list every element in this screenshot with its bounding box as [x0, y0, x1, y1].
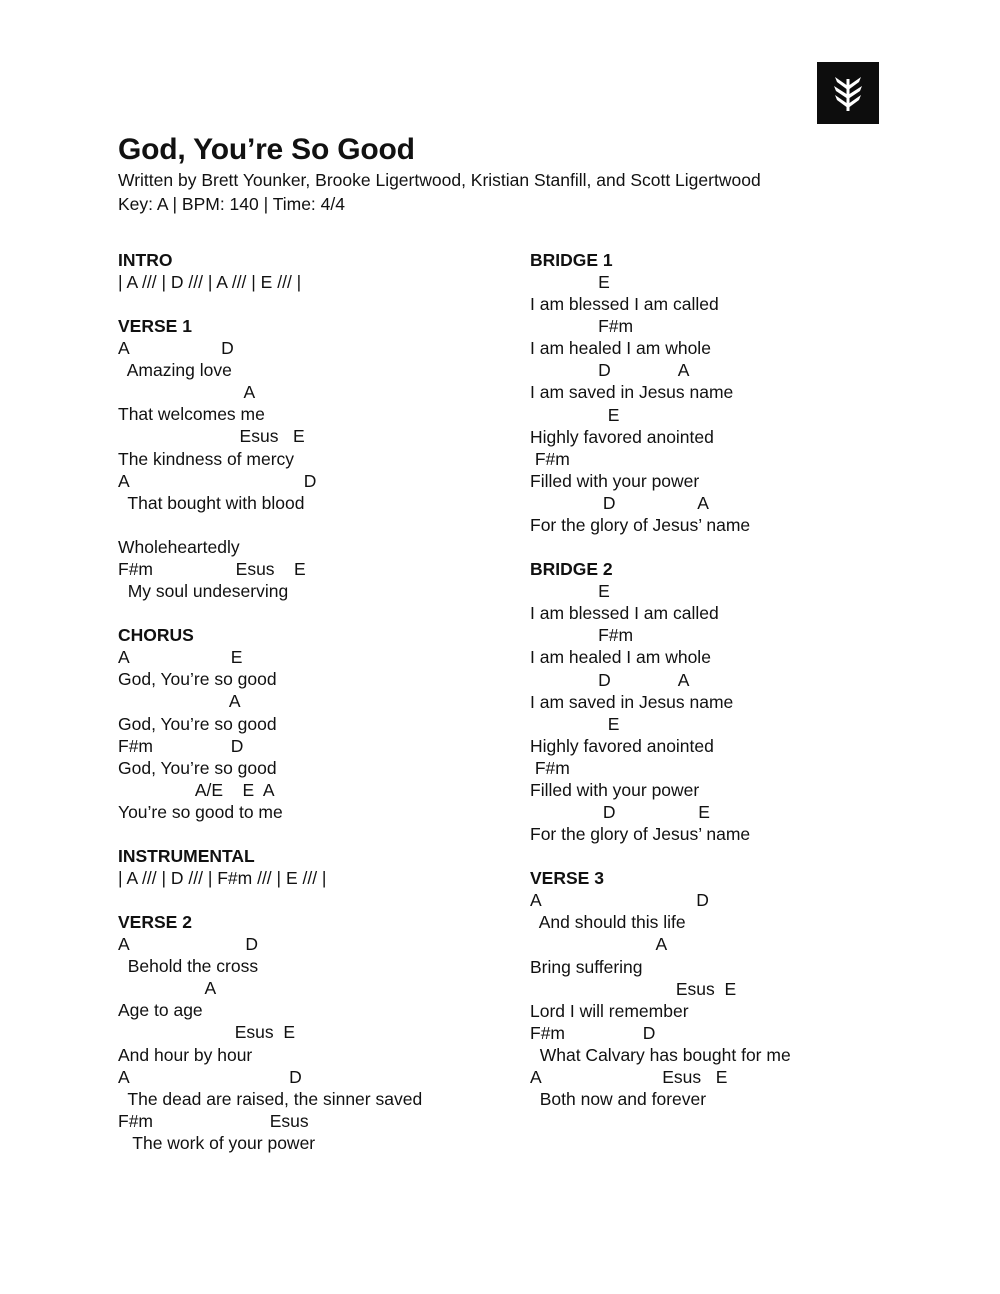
lyric-line: God, You’re so good	[118, 713, 277, 734]
lyric-line: And should this life	[530, 912, 686, 933]
song-section	[118, 624, 558, 823]
lyric-line: E	[530, 272, 610, 292]
section-title: BRIDGE 1	[530, 250, 613, 270]
lyric-line: Age to age	[118, 1000, 203, 1021]
lyric-line: Highly favored anointed	[530, 426, 714, 447]
lyric-line: My soul undeserving	[118, 581, 289, 602]
section-title: INSTRUMENTAL	[118, 845, 255, 866]
lyric-line: | A /// | D /// | F#m /// | E /// |	[118, 867, 327, 888]
lyric-line: F#m	[530, 757, 570, 778]
lyric-line: F#m	[530, 316, 634, 337]
lyric-line: Filled with your power	[530, 470, 700, 491]
lyric-line: Esus E	[118, 1022, 295, 1043]
song-header	[118, 132, 761, 216]
lyric-line: A D	[118, 338, 234, 359]
lyric-line: E	[530, 581, 610, 602]
lyric-line: The work of your power	[118, 1132, 316, 1153]
lyric-line: God, You’re so good	[118, 757, 277, 778]
song-credits: Written by Brett Younker, Brooke Ligertwood, Kristian Stanfill, and Scott Ligertwood	[118, 170, 761, 190]
lyric-line: | A /// | D /// | A /// | E /// |	[118, 272, 302, 292]
song-section	[530, 249, 970, 536]
lyric-line: A	[118, 978, 217, 999]
lyric-line: D A	[530, 360, 690, 381]
lyric-line: You’re so good to me	[118, 801, 283, 822]
lyric-line: D E	[530, 802, 710, 823]
song-section	[118, 911, 558, 1154]
lyric-line: A	[118, 691, 241, 712]
lyric-line: E	[530, 713, 620, 734]
lyric-line: I am healed I am whole	[530, 647, 711, 668]
lyric-line: A E	[118, 647, 243, 668]
lyric-line: For the glory of Jesus’ name	[530, 824, 751, 845]
lyric-line: Filled with your power	[530, 779, 700, 800]
lyric-line	[118, 514, 558, 536]
section-title: VERSE 3	[530, 868, 604, 889]
brand-logo	[817, 62, 879, 124]
lyric-line: What Calvary has bought for me	[530, 1044, 791, 1065]
left-column	[118, 249, 558, 1176]
lyric-line: Esus E	[530, 978, 737, 999]
lyric-line: Highly favored anointed	[530, 735, 714, 756]
lyric-line: For the glory of Jesus’ name	[530, 515, 751, 536]
lyric-line: F#m Esus	[118, 1110, 309, 1131]
lyric-line: I am blessed I am called	[530, 294, 719, 315]
lyric-line: A D	[118, 934, 259, 955]
lyric-line: God, You’re so good	[118, 669, 277, 690]
lyric-line: F#m	[530, 625, 634, 646]
lyric-line: Behold the cross	[118, 956, 259, 977]
lyric-line: A	[118, 382, 256, 403]
lyric-line: Wholeheartedly	[118, 536, 240, 557]
lyric-line: A D	[530, 890, 709, 911]
lyric-line: Both now and forever	[530, 1089, 707, 1110]
lyric-line: D A	[530, 669, 690, 690]
lyric-line: A	[530, 934, 668, 955]
section-title: INTRO	[118, 250, 173, 270]
lyric-line: That welcomes me	[118, 404, 265, 425]
section-title: CHORUS	[118, 625, 194, 646]
lyric-line: Esus E	[118, 426, 305, 447]
lyric-line: F#m D	[530, 1022, 656, 1043]
song-section	[118, 845, 558, 889]
lyric-line: D A	[530, 492, 709, 513]
lyric-line: A/E E A	[118, 779, 275, 800]
song-meta: Key: A | BPM: 140 | Time: 4/4	[118, 194, 345, 214]
song-section	[530, 867, 970, 1110]
lyric-line: I am saved in Jesus name	[530, 691, 734, 712]
lyric-line: F#m Esus E	[118, 559, 306, 580]
lyric-line: Bring suffering	[530, 956, 643, 977]
lyric-line: Lord I will remember	[530, 1000, 689, 1021]
lyric-line: I am blessed I am called	[530, 603, 719, 624]
lyric-line: A Esus E	[530, 1067, 728, 1087]
lyric-line: The kindness of mercy	[118, 448, 295, 469]
section-title: BRIDGE 2	[530, 559, 613, 580]
lyric-line: E	[530, 404, 620, 425]
lyric-line: And hour by hour	[118, 1044, 253, 1065]
section-title: VERSE 1	[118, 316, 192, 337]
lyric-line: A D	[118, 470, 317, 491]
lyric-line: F#m	[530, 448, 570, 469]
song-section	[118, 315, 558, 602]
song-section	[118, 249, 558, 293]
lyric-line: Amazing love	[118, 360, 232, 381]
lyric-line: F#m D	[118, 735, 244, 756]
lyric-line: I am healed I am whole	[530, 338, 711, 359]
section-title: VERSE 2	[118, 912, 192, 933]
song-title: God, You’re So Good	[118, 133, 415, 166]
lyric-line: That bought with blood	[118, 492, 305, 513]
right-column	[530, 249, 970, 1132]
song-section	[530, 558, 970, 845]
lyric-line: A D	[118, 1066, 302, 1087]
lyric-line: The dead are raised, the sinner saved	[118, 1088, 423, 1109]
lyric-line: I am saved in Jesus name	[530, 382, 734, 403]
sprout-icon	[831, 73, 865, 113]
